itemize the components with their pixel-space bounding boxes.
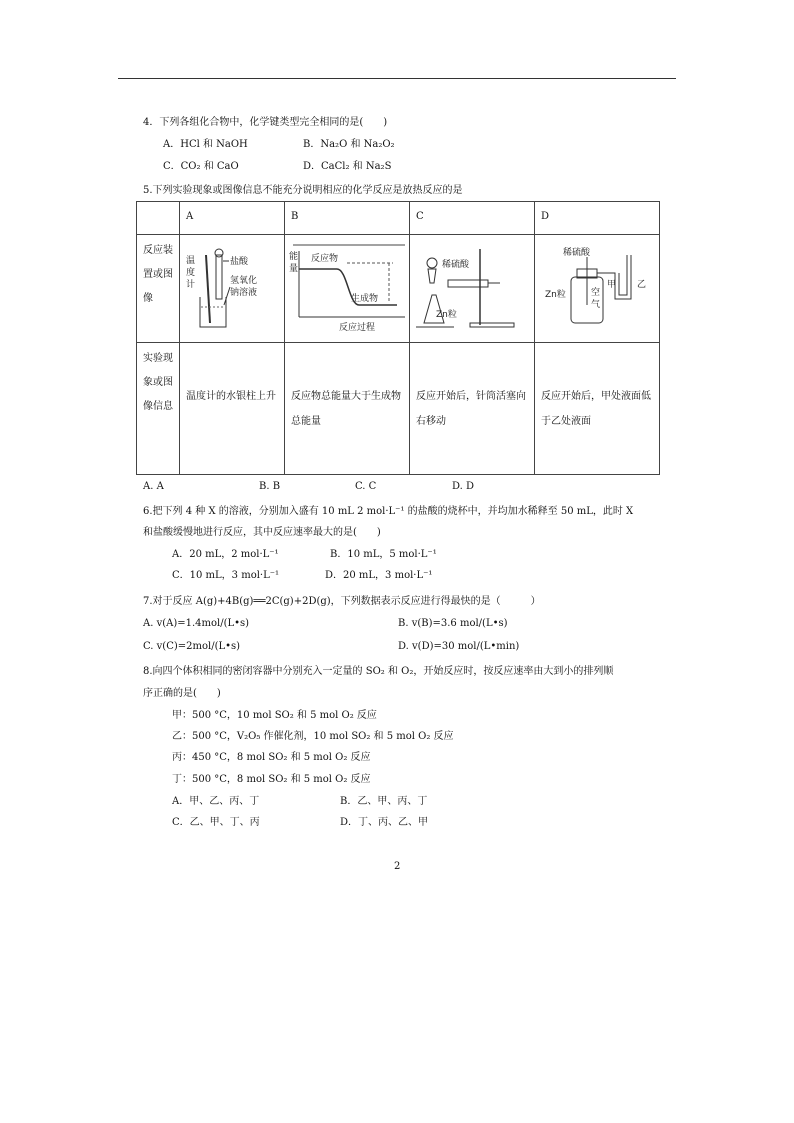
svg-text:钠溶液: 钠溶液: [230, 288, 258, 298]
q5-observation-a: 温度计的水银柱上升: [180, 343, 285, 475]
q5-stem: 5.下列实验现象或图像信息不能充分说明相应的化学反应是放热反应的是: [143, 185, 463, 196]
q8-stem-line1: 8.向四个体积相同的密闭容器中分别充入一定量的 SO₂ 和 O₂，开始反应时，按反应速率由大到小的排列顺: [143, 666, 614, 677]
q5-observation-d: 反应开始后，甲处液面低于乙处液面: [535, 343, 660, 475]
q5-col-header-b: B: [285, 202, 410, 235]
svg-text:气: 气: [591, 300, 601, 310]
svg-text:Zn粒: Zn粒: [545, 290, 566, 300]
q8-stem-line2: 序正确的是( ): [143, 688, 221, 699]
q5-option-a: A. A: [143, 481, 164, 492]
q6-option-d: D．20 mL，3 mol·L⁻¹: [325, 570, 433, 581]
q8-condition-yi: 乙：500 °C，V₂O₅ 作催化剂，10 mol SO₂ 和 5 mol O₂ 反应: [172, 731, 454, 742]
u-tube-bottle-figure: [535, 235, 659, 335]
q6-stem-line1: 6.把下列 4 种 X 的溶液，分别加入盛有 10 mL 2 mol·L⁻¹ 的盐酸的烧杯中，并均加水稀释至 50 mL，此时 X: [143, 506, 634, 517]
svg-text:盐酸: 盐酸: [230, 257, 249, 267]
page-number: 2: [394, 861, 401, 872]
q5-header-empty: [137, 202, 180, 235]
q5-col-header-d: D: [535, 202, 660, 235]
q5-table: [136, 201, 660, 475]
q7-option-d: D. v(D)=30 mol/(L•min): [398, 641, 520, 652]
svg-text:量: 量: [289, 264, 299, 274]
svg-text:氢氧化: 氢氧化: [230, 276, 258, 286]
q5-option-d: D. D: [452, 481, 475, 492]
q5-observation-c: 反应开始后，针筒活塞向右移动: [410, 343, 535, 475]
svg-text:稀硫酸: 稀硫酸: [442, 260, 470, 270]
q5-figure-d-cell: [535, 235, 660, 343]
q5-option-c: C. C: [355, 481, 377, 492]
svg-text:计: 计: [186, 280, 196, 290]
q8-option-a: A．甲、乙、丙、丁: [172, 796, 260, 807]
svg-text:反应过程: 反应过程: [339, 323, 376, 333]
syringe-flask-figure: [410, 235, 534, 335]
header-rule: [118, 78, 676, 79]
svg-text:乙: 乙: [637, 280, 647, 290]
svg-text:Zn粒: Zn粒: [436, 310, 457, 320]
q7-option-c: C. v(C)=2mol/(L•s): [143, 641, 241, 652]
q8-condition-bing: 丙：450 °C，8 mol SO₂ 和 5 mol O₂ 反应: [172, 752, 371, 763]
q6-option-b: B．10 mL，5 mol·L⁻¹: [330, 549, 437, 560]
q6-option-a: A．20 mL，2 mol·L⁻¹: [172, 549, 279, 560]
svg-text:温: 温: [186, 256, 196, 266]
svg-text:稀硫酸: 稀硫酸: [563, 248, 591, 258]
svg-text:空: 空: [591, 288, 601, 298]
q4-option-a: A．HCl 和 NaOH: [163, 139, 248, 150]
q6-stem-line2: 和盐酸缓慢地进行反应，其中反应速率最大的是( ): [143, 527, 381, 538]
energy-diagram-figure: [285, 235, 409, 335]
q4-stem: 4．下列各组化合物中，化学键类型完全相同的是( ): [143, 117, 388, 128]
q7-option-a: A. v(A)=1.4mol/(L•s): [143, 618, 250, 629]
svg-text:生成物: 生成物: [351, 294, 379, 304]
q5-row-header-observation: 实验现象或图像信息: [137, 343, 180, 475]
q8-option-c: C．乙、甲、丁、丙: [172, 817, 260, 828]
svg-text:甲: 甲: [607, 280, 617, 290]
thermometer-beaker-figure: [180, 235, 285, 335]
q5-row-header-apparatus: 反应装置或图像: [137, 235, 180, 343]
q6-option-c: C．10 mL，3 mol·L⁻¹: [172, 570, 280, 581]
q5-figure-a-cell: [180, 235, 285, 343]
q5-figure-b-cell: [285, 235, 410, 343]
q4-option-b: B．Na₂O 和 Na₂O₂: [303, 139, 395, 150]
q4-option-d: D．CaCl₂ 和 Na₂S: [303, 161, 392, 172]
q7-stem: 7.对于反应 A(g)+4B(g)══2C(g)+2D(g)，下列数据表示反应进行得最快的是（ ）: [143, 596, 541, 607]
q5-observation-b: 反应物总能量大于生成物总能量: [285, 343, 410, 475]
q8-condition-ding: 丁：500 °C，8 mol SO₂ 和 5 mol O₂ 反应: [172, 774, 371, 785]
q8-option-b: B．乙、甲、丙、丁: [340, 796, 428, 807]
q7-option-b: B. v(B)=3.6 mol/(L•s): [398, 618, 508, 629]
svg-text:度: 度: [186, 268, 196, 278]
q5-col-header-a: A: [180, 202, 285, 235]
svg-text:能: 能: [289, 252, 299, 262]
q8-condition-jia: 甲：500 °C，10 mol SO₂ 和 5 mol O₂ 反应: [172, 710, 377, 721]
q5-figure-c-cell: [410, 235, 535, 343]
q8-option-d: D．丁、丙、乙、甲: [340, 817, 429, 828]
q5-col-header-c: C: [410, 202, 535, 235]
q5-option-b: B. B: [259, 481, 281, 492]
svg-text:反应物: 反应物: [311, 254, 339, 264]
q4-option-c: C．CO₂ 和 CaO: [163, 161, 239, 172]
